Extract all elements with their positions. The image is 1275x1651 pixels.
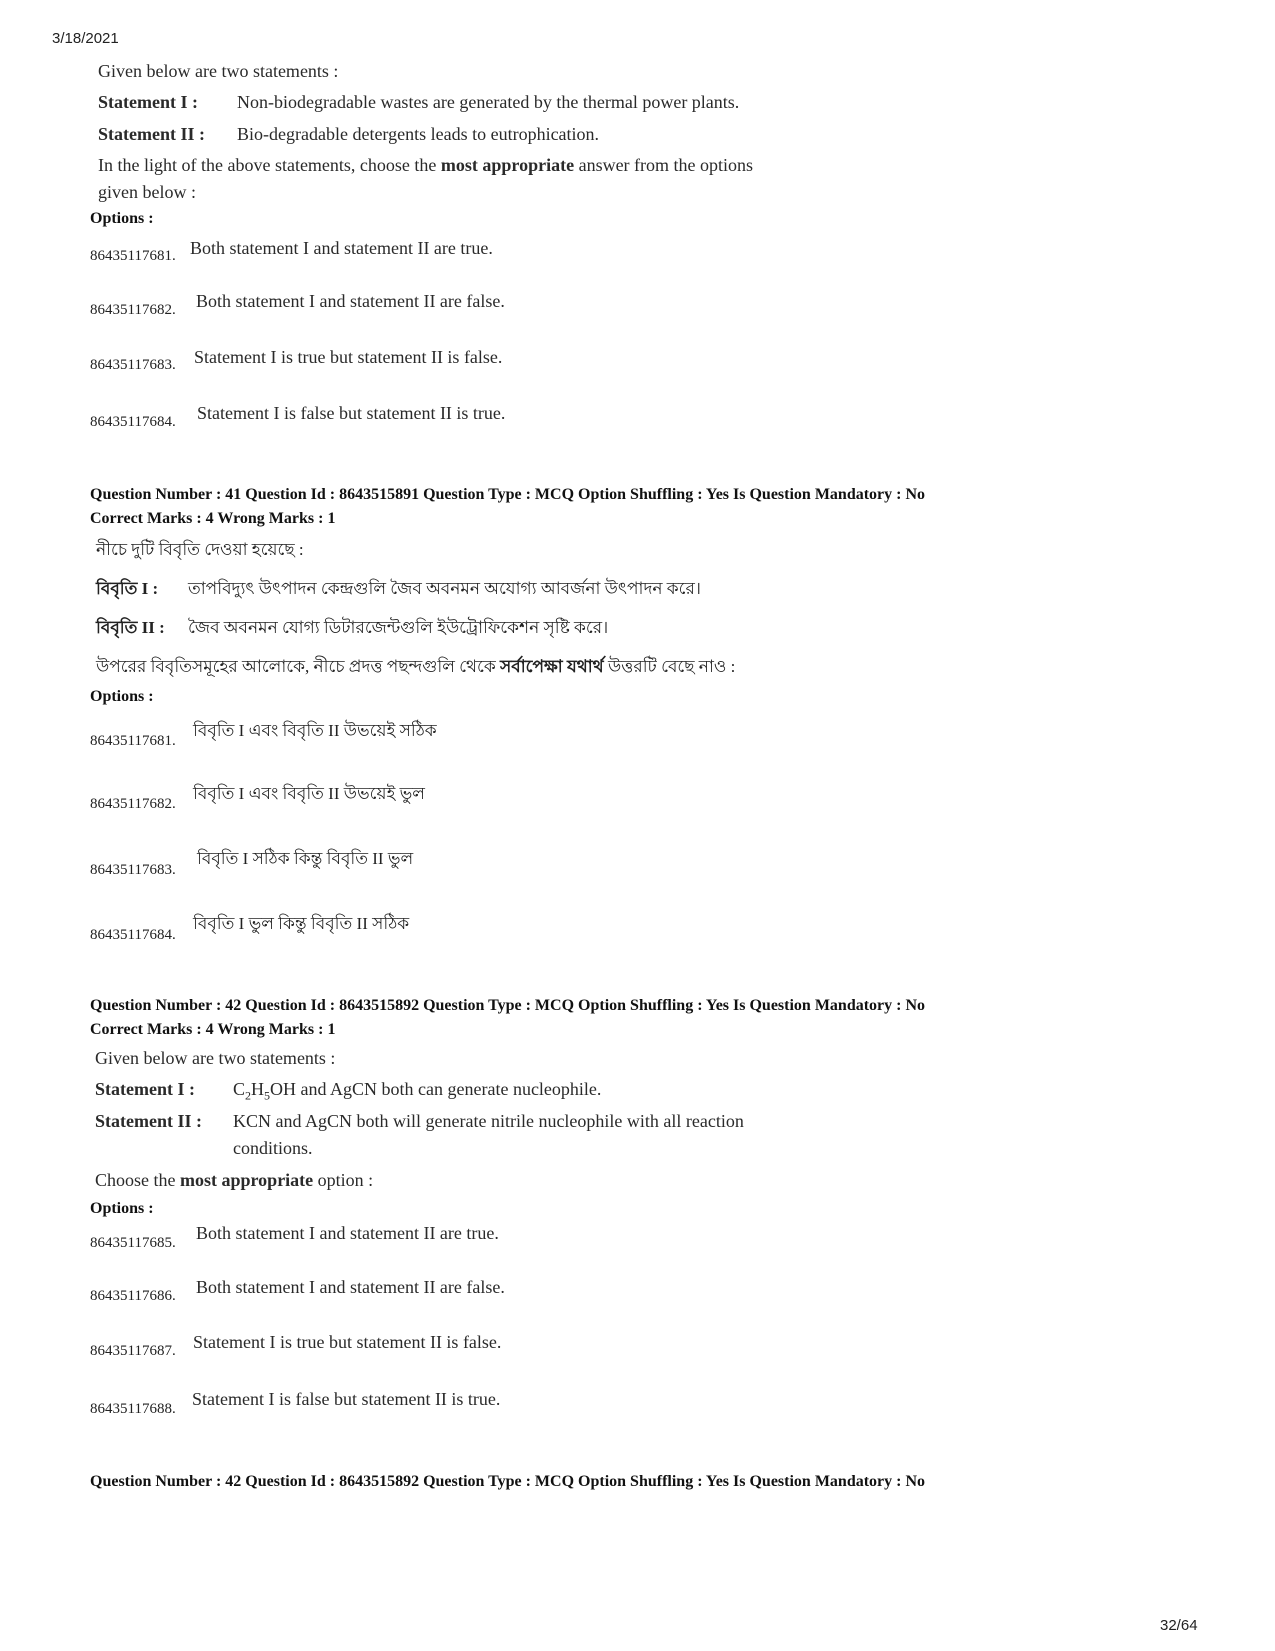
statement-1-text: $C_2H_5OH$ and AgCN both can generate nucleophile.: [233, 1079, 602, 1103]
option-id: 86435117681.: [90, 248, 176, 264]
option-id: 86435117683.: [90, 862, 176, 878]
option-text: Statement I is true but statement II is false.: [194, 347, 503, 367]
statement-2-text: জৈব অবনমন যোগ্য ডিটারজেন্টগুলি ইউট্রোফিকেশন সৃষ্টি করে।: [188, 618, 609, 637]
statement-1-label: বিবৃতি I :: [96, 579, 159, 598]
option-id: 86435117681.: [90, 733, 176, 749]
option-text: Both statement I and statement II are false.: [196, 291, 505, 311]
options-label: Options :: [90, 688, 154, 705]
statement-2-text: Bio-degradable detergents leads to eutrophication.: [237, 124, 600, 144]
statement-2-label: বিবৃতি II :: [96, 618, 165, 637]
statement-1-label: Statement I :: [95, 1079, 195, 1099]
question-meta: Question Number : 42 Question Id : 8643515892 Question Type : MCQ Option Shuffling : Yes Is Question Mandatory : No: [90, 997, 926, 1014]
statement-2-text: KCN and AgCN both will generate nitrile nucleophile with all reaction: [233, 1111, 744, 1131]
choose-instruction: Choose the most appropriate option :: [95, 1170, 374, 1190]
option-text: বিবৃতি I ভুল কিন্তু বিবৃতি II সঠিক: [193, 914, 410, 933]
option-id: 86435117685.: [90, 1235, 176, 1251]
statement-1-text: তাপবিদ্যুৎ উৎপাদন কেন্দ্রগুলি জৈব অবনমন অযোগ্য আবর্জনা উৎপাদন করে।: [188, 579, 701, 598]
options-label: Options :: [90, 210, 154, 227]
question-intro: Given below are two statements :: [95, 1048, 336, 1068]
question-intro: নীচে দুটি বিবৃতি দেওয়া হয়েছে :: [96, 540, 304, 559]
statement-2-text-cont: conditions.: [233, 1138, 313, 1158]
option-id: 86435117682.: [90, 796, 176, 812]
option-text: Statement I is false but statement II is true.: [192, 1389, 501, 1409]
statement-1-label: Statement I :: [98, 92, 198, 112]
question-meta: Question Number : 42 Question Id : 8643515892 Question Type : MCQ Option Shuffling : Yes Is Question Mandatory : No: [90, 1473, 926, 1490]
option-id: 86435117686.: [90, 1288, 176, 1304]
option-text: Both statement I and statement II are true.: [190, 238, 493, 258]
option-id: 86435117684.: [90, 414, 176, 430]
option-id: 86435117684.: [90, 927, 176, 943]
option-id: 86435117682.: [90, 302, 176, 318]
page-number: 32/64: [1160, 1617, 1198, 1634]
choose-instruction-cont: given below :: [98, 182, 196, 202]
option-text: Both statement I and statement II are true.: [196, 1223, 499, 1243]
statement-2-label: Statement II :: [98, 124, 205, 144]
question-meta: Question Number : 41 Question Id : 8643515891 Question Type : MCQ Option Shuffling : Yes Is Question Mandatory : No: [90, 486, 926, 503]
question-marks: Correct Marks : 4 Wrong Marks : 1: [90, 510, 336, 527]
question-marks: Correct Marks : 4 Wrong Marks : 1: [90, 1021, 336, 1038]
statement-1-text: Non-biodegradable wastes are generated by the thermal power plants.: [237, 92, 740, 112]
choose-instruction: In the light of the above statements, choose the most appropriate answer from the options: [98, 155, 754, 175]
option-text: বিবৃতি I এবং বিবৃতি II উভয়েই সঠিক: [193, 721, 437, 740]
choose-instruction: উপরের বিবৃতিসমূহের আলোকে, নীচে প্রদত্ত পছন্দগুলি থেকে সর্বাপেক্ষা যথার্থ উত্তরটি বেছে নাও :: [96, 657, 736, 676]
option-id: 86435117688.: [90, 1401, 176, 1417]
print-date: 3/18/2021: [52, 30, 119, 47]
option-id: 86435117687.: [90, 1343, 176, 1359]
statement-2-label: Statement II :: [95, 1111, 202, 1131]
option-text: Both statement I and statement II are false.: [196, 1277, 505, 1297]
option-id: 86435117683.: [90, 357, 176, 373]
option-text: বিবৃতি I সঠিক কিন্তু বিবৃতি II ভুল: [197, 849, 414, 868]
option-text: Statement I is false but statement II is true.: [197, 403, 506, 423]
options-label: Options :: [90, 1200, 154, 1217]
question-intro: Given below are two statements :: [98, 61, 339, 81]
option-text: Statement I is true but statement II is false.: [193, 1332, 502, 1352]
option-text: বিবৃতি I এবং বিবৃতি II উভয়েই ভুল: [193, 784, 425, 803]
